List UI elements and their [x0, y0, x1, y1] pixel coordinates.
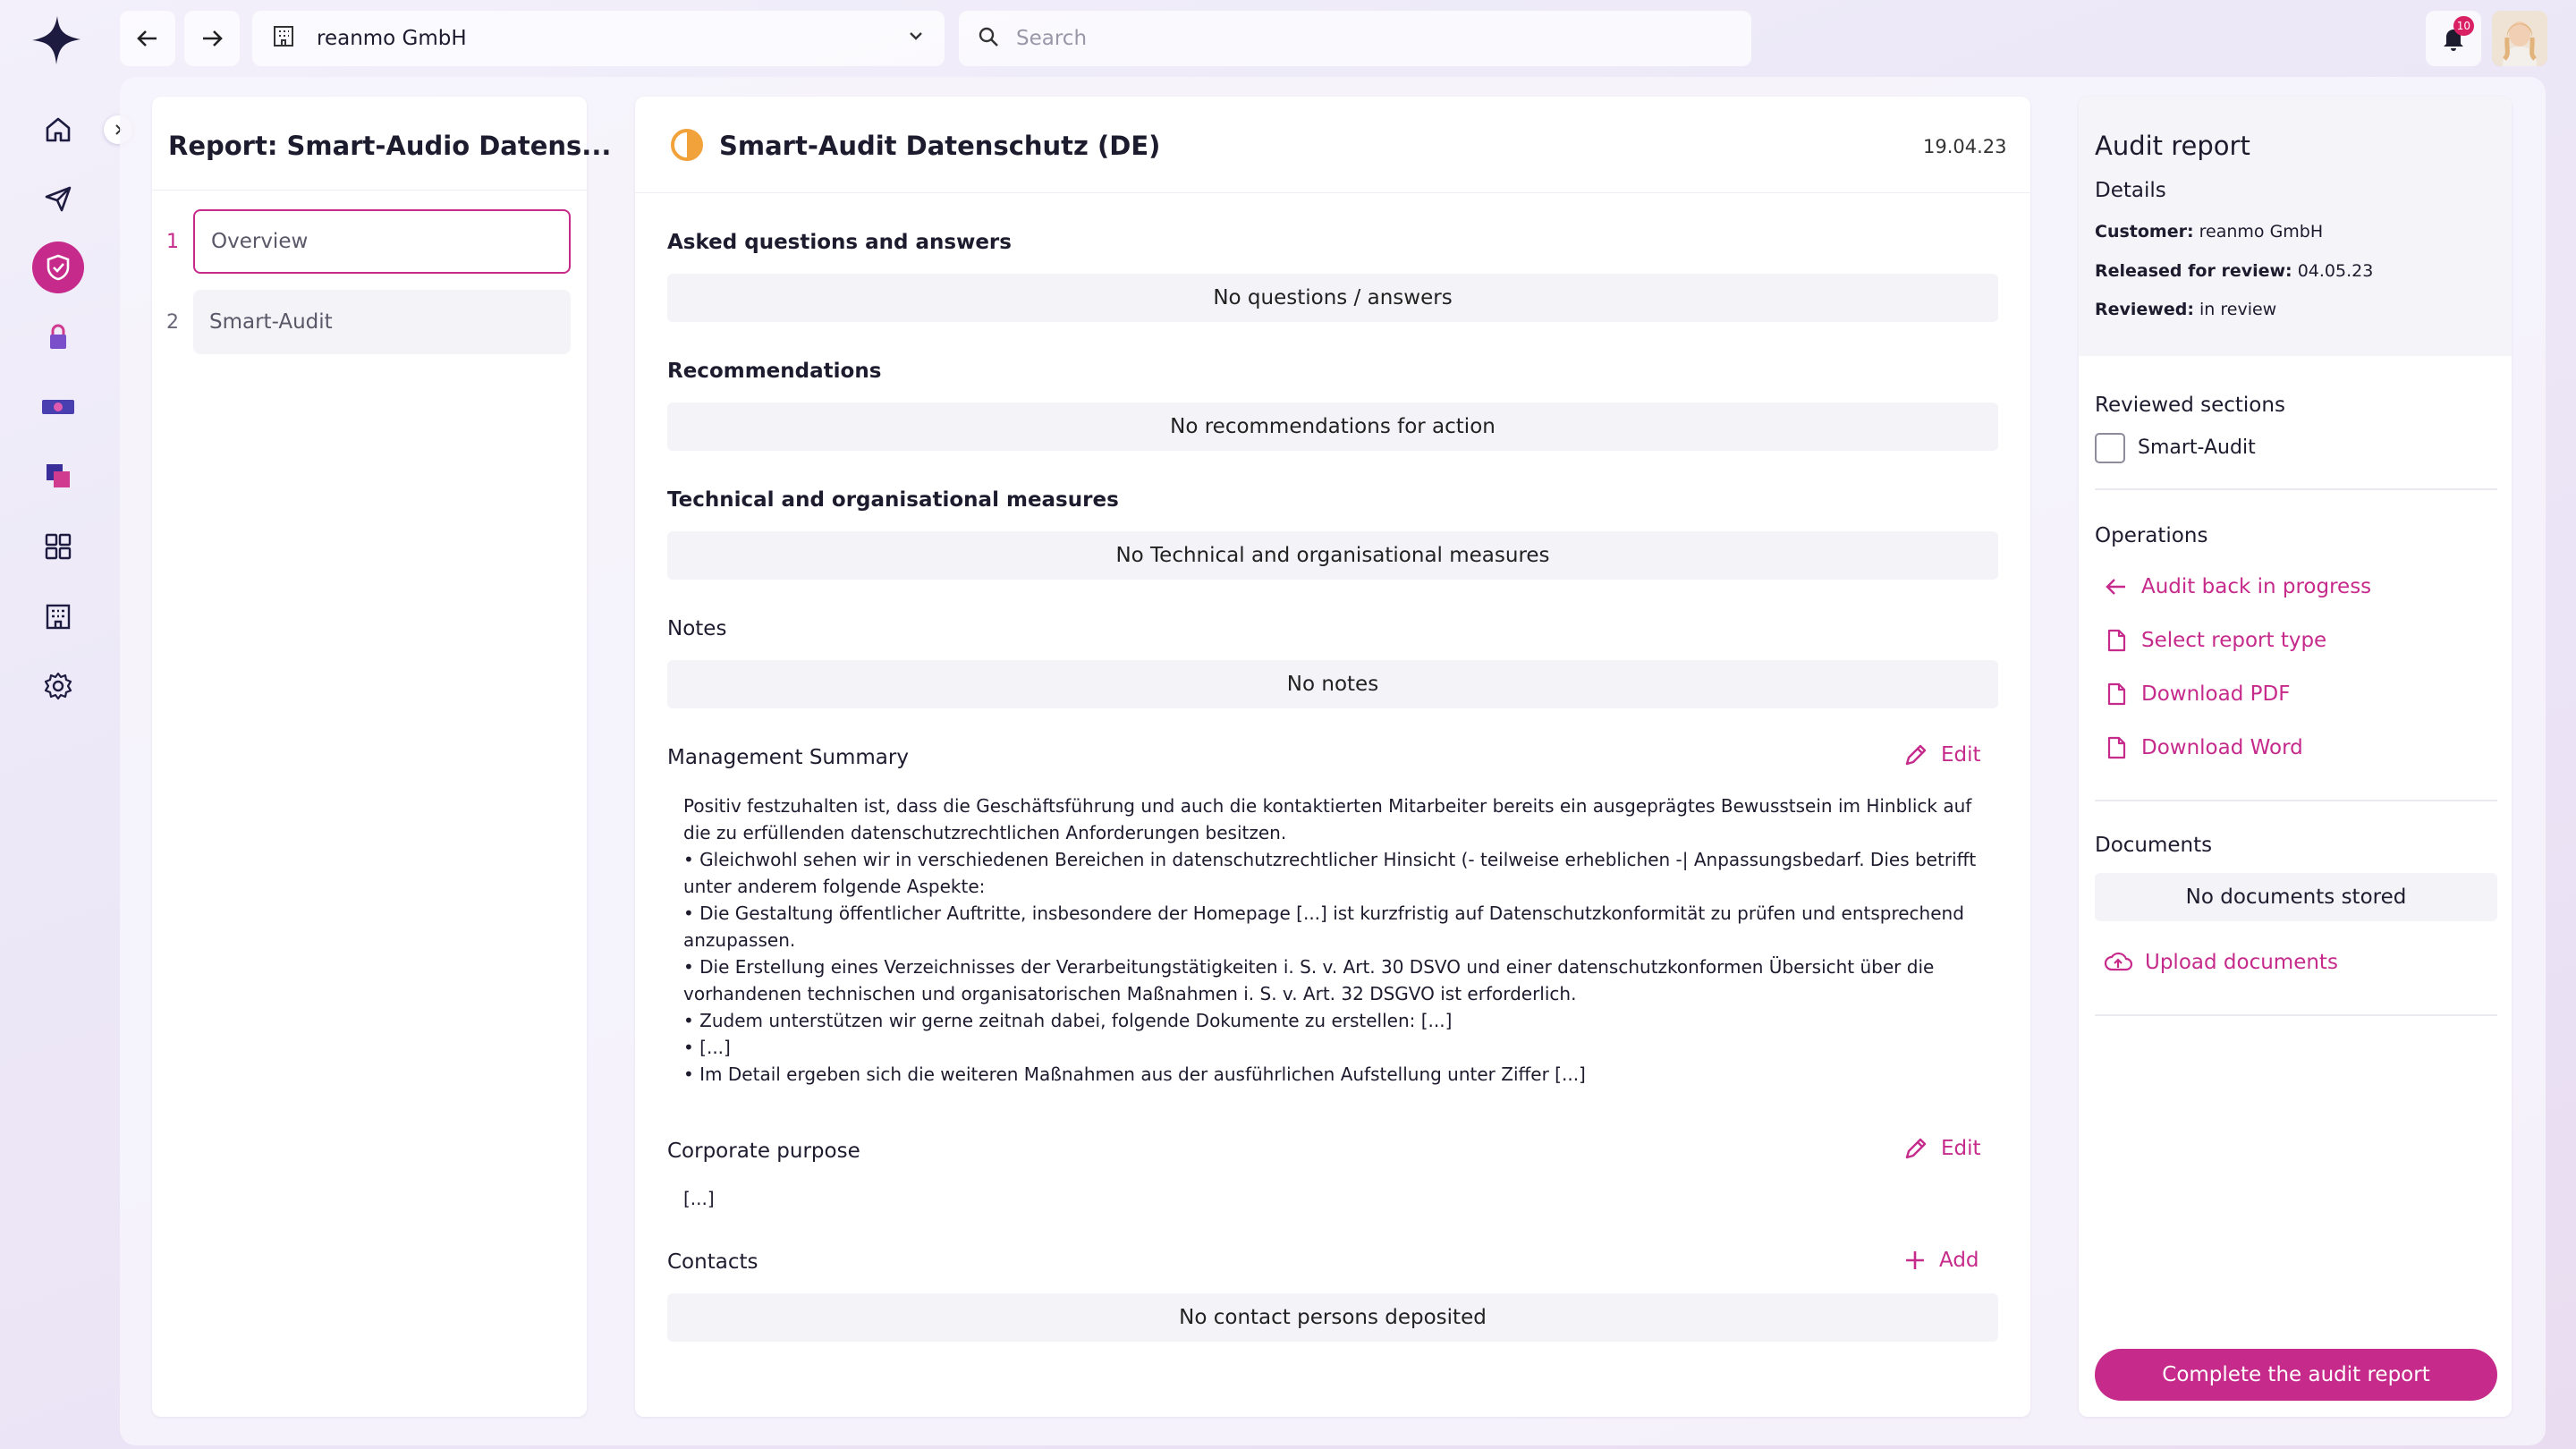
divider	[2095, 488, 2497, 490]
notification-badge: 10	[2453, 16, 2474, 36]
panel-title: Audit report	[2095, 131, 2250, 161]
operations-heading: Operations	[2095, 524, 2208, 547]
operation-label: Download Word	[2141, 736, 2303, 759]
documents-heading: Documents	[2095, 834, 2213, 857]
download-word-link[interactable]	[2104, 735, 2303, 760]
summary-bullet: • [...]	[683, 1037, 731, 1058]
cloud-upload-icon	[2104, 950, 2132, 975]
section-title-corporate: Corporate purpose	[667, 1140, 860, 1163]
summary-bullet: • Zudem unterstützen wir gerne zeitnah dabei, folgende Dokumente zu erstellen: [...]	[683, 1010, 1453, 1031]
divider	[2095, 800, 2497, 801]
edit-label: Edit	[1941, 1137, 1981, 1160]
edit-summary-button[interactable]	[1903, 742, 1981, 767]
building-icon	[272, 24, 295, 53]
arrow-left-icon	[2104, 574, 2129, 599]
section-title-tom: Technical and organisational measures	[667, 488, 1119, 512]
plus-icon	[1903, 1249, 1927, 1272]
tom-empty-state: No Technical and organisational measures	[667, 531, 1998, 580]
notes-empty-state: No notes	[667, 660, 1998, 708]
home-icon[interactable]	[32, 104, 84, 156]
recommendations-empty-state: No recommendations for action	[667, 402, 1998, 451]
nav-item-overview[interactable]: Overview	[193, 209, 571, 274]
operation-label: Select report type	[2141, 629, 2327, 652]
nav-item-smart-audit[interactable]: Smart-Audit	[193, 290, 571, 354]
settings-gear-icon[interactable]	[32, 660, 84, 712]
search-icon	[977, 25, 1000, 52]
corporate-purpose-text: [...]	[683, 1188, 715, 1209]
media-icon[interactable]	[32, 381, 84, 433]
app-logo-icon[interactable]	[29, 13, 84, 68]
divider	[2095, 1014, 2497, 1016]
customer-value: reanmo GmbH	[2199, 222, 2324, 242]
pencil-icon	[1903, 1136, 1928, 1161]
back-button[interactable]	[120, 11, 175, 66]
section-title-notes: Notes	[667, 617, 727, 640]
chevron-down-icon	[907, 27, 925, 50]
company-selector[interactable]	[252, 11, 945, 66]
released-row	[2095, 261, 2373, 281]
send-icon[interactable]	[32, 173, 84, 225]
section-title-qa: Asked questions and answers	[667, 231, 1012, 254]
section-title-contacts: Contacts	[667, 1250, 758, 1274]
contacts-empty-state: No contact persons deposited	[667, 1293, 1998, 1342]
upload-label: Upload documents	[2145, 951, 2338, 974]
notifications-button[interactable]	[2426, 11, 2481, 66]
document-icon	[2104, 628, 2129, 653]
avatar[interactable]	[2492, 11, 2547, 66]
document-icon	[2104, 735, 2129, 760]
lock-icon[interactable]	[32, 311, 84, 363]
nav-number: 1	[166, 231, 179, 253]
complete-audit-report-button[interactable]: Complete the audit report	[2095, 1349, 2497, 1401]
download-pdf-link[interactable]	[2104, 682, 2290, 707]
section-title-summary: Management Summary	[667, 746, 909, 769]
details-heading: Details	[2095, 179, 2166, 202]
released-value: 04.05.23	[2297, 261, 2374, 281]
report-title: Report: Smart-Audio Datens...	[168, 131, 612, 161]
audit-title: Smart-Audit Datenschutz (DE)	[719, 131, 1161, 161]
grid-icon[interactable]	[32, 521, 84, 572]
reviewed-row	[2095, 300, 2276, 319]
add-contact-button[interactable]	[1903, 1249, 1979, 1272]
company-name: reanmo GmbH	[317, 27, 467, 50]
section-title-recommendations: Recommendations	[667, 360, 882, 383]
summary-bullet: • Gleichwohl sehen wir in verschiedenen Bereichen in datenschutzrechtlicher Hinsicht (- teilweise erheblichen -| Anpassungsbedarf. Dies betrifft unter anderem folgende Aspekte:	[683, 849, 1977, 897]
document-icon	[2104, 682, 2129, 707]
search-input[interactable]	[1016, 27, 1714, 50]
summary-bullet: • Im Detail ergeben sich die weiteren Maßnahmen aus der ausführlichen Aufstellung unter Ziffer [...]	[683, 1063, 1586, 1085]
qa-empty-state: No questions / answers	[667, 274, 1998, 322]
audit-shield-icon[interactable]	[32, 242, 84, 293]
select-report-type-link[interactable]	[2104, 628, 2326, 653]
documents-empty-state: No documents stored	[2095, 873, 2497, 921]
smart-audit-checkbox-label: Smart-Audit	[2138, 436, 2256, 459]
search-bar[interactable]	[959, 11, 1751, 66]
building-icon[interactable]	[32, 590, 84, 642]
management-summary-text	[683, 792, 1989, 1088]
reviewed-sections-heading: Reviewed sections	[2095, 394, 2285, 417]
audit-date: 19.04.23	[1923, 136, 2007, 157]
status-half-circle-icon	[669, 127, 705, 163]
operation-label: Audit back in progress	[2141, 575, 2372, 598]
operation-label: Download PDF	[2141, 682, 2291, 706]
released-key: Released for review:	[2095, 261, 2292, 281]
edit-corporate-button[interactable]	[1903, 1136, 1981, 1161]
customer-key: Customer:	[2095, 222, 2194, 242]
nav-number: 2	[166, 311, 179, 334]
summary-paragraph: Positiv festzuhalten ist, dass die Geschäftsführung und auch die kontaktierten Mitarbeiter bereits ein ausgeprägtes Bewusstsein im Hinblick auf die zu erfüllenden datenschutzrechtlichen Anforderungen besitzen.	[683, 795, 1972, 843]
forward-button[interactable]	[184, 11, 240, 66]
reviewed-value: in review	[2199, 300, 2277, 319]
audit-back-in-progress-link[interactable]	[2104, 574, 2371, 599]
divider	[152, 190, 587, 191]
customer-row	[2095, 222, 2323, 242]
reviewed-key: Reviewed:	[2095, 300, 2194, 319]
upload-documents-link[interactable]	[2104, 950, 2338, 975]
summary-bullet: • Die Erstellung eines Verzeichnisses der Verarbeitungstätigkeiten i. S. v. Art. 30 DSVO und einer datenschutzkonformen Übersicht über die vorhandenen technischen und organisatorischen Maßnahmen i. S. v. Art. 32 DSGVO ist erforderlich.	[683, 956, 1935, 1004]
edit-label: Edit	[1941, 743, 1981, 767]
pencil-icon	[1903, 742, 1928, 767]
summary-bullet: • Die Gestaltung öffentlicher Auftritte, insbesondere der Homepage [...] ist kurzfristig auf Datenschutzkonformität zu prüfen und entsprechend anzupassen.	[683, 902, 1964, 951]
layers-icon[interactable]	[32, 450, 84, 502]
smart-audit-checkbox[interactable]	[2095, 433, 2125, 463]
add-label: Add	[1939, 1249, 1979, 1272]
